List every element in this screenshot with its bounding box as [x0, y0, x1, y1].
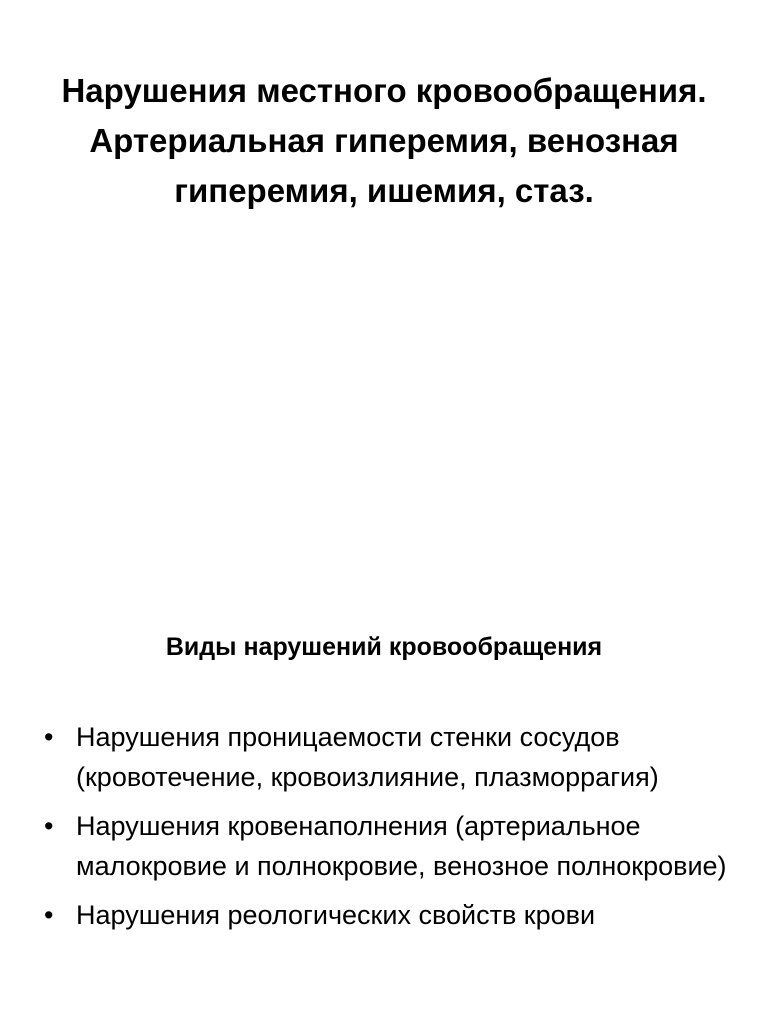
list-item	[44, 806, 744, 886]
bullet-icon: •	[44, 811, 54, 841]
section-title: Виды нарушений кровообращения	[165, 633, 603, 661]
list-item	[44, 895, 744, 935]
slide-title: Нарушения местного кровообращения. Артериальная гиперемия, венозная гиперемия, ишемия, стаз.	[61, 72, 707, 209]
bullet-icon: •	[44, 722, 54, 752]
bullet-icon: •	[44, 900, 54, 930]
list-item-text: Нарушения реологических свойств крови	[76, 900, 596, 930]
list-item	[44, 717, 744, 797]
list-item-text: Нарушения кровенаполнения (артериальное малокровие и полнокровие, венозное полнокровие)	[76, 811, 727, 881]
list-item-text: Нарушения проницаемости стенки сосудов (кровотечение, кровоизлияние, плазморрагия)	[76, 722, 659, 792]
bullet-list	[44, 717, 744, 944]
